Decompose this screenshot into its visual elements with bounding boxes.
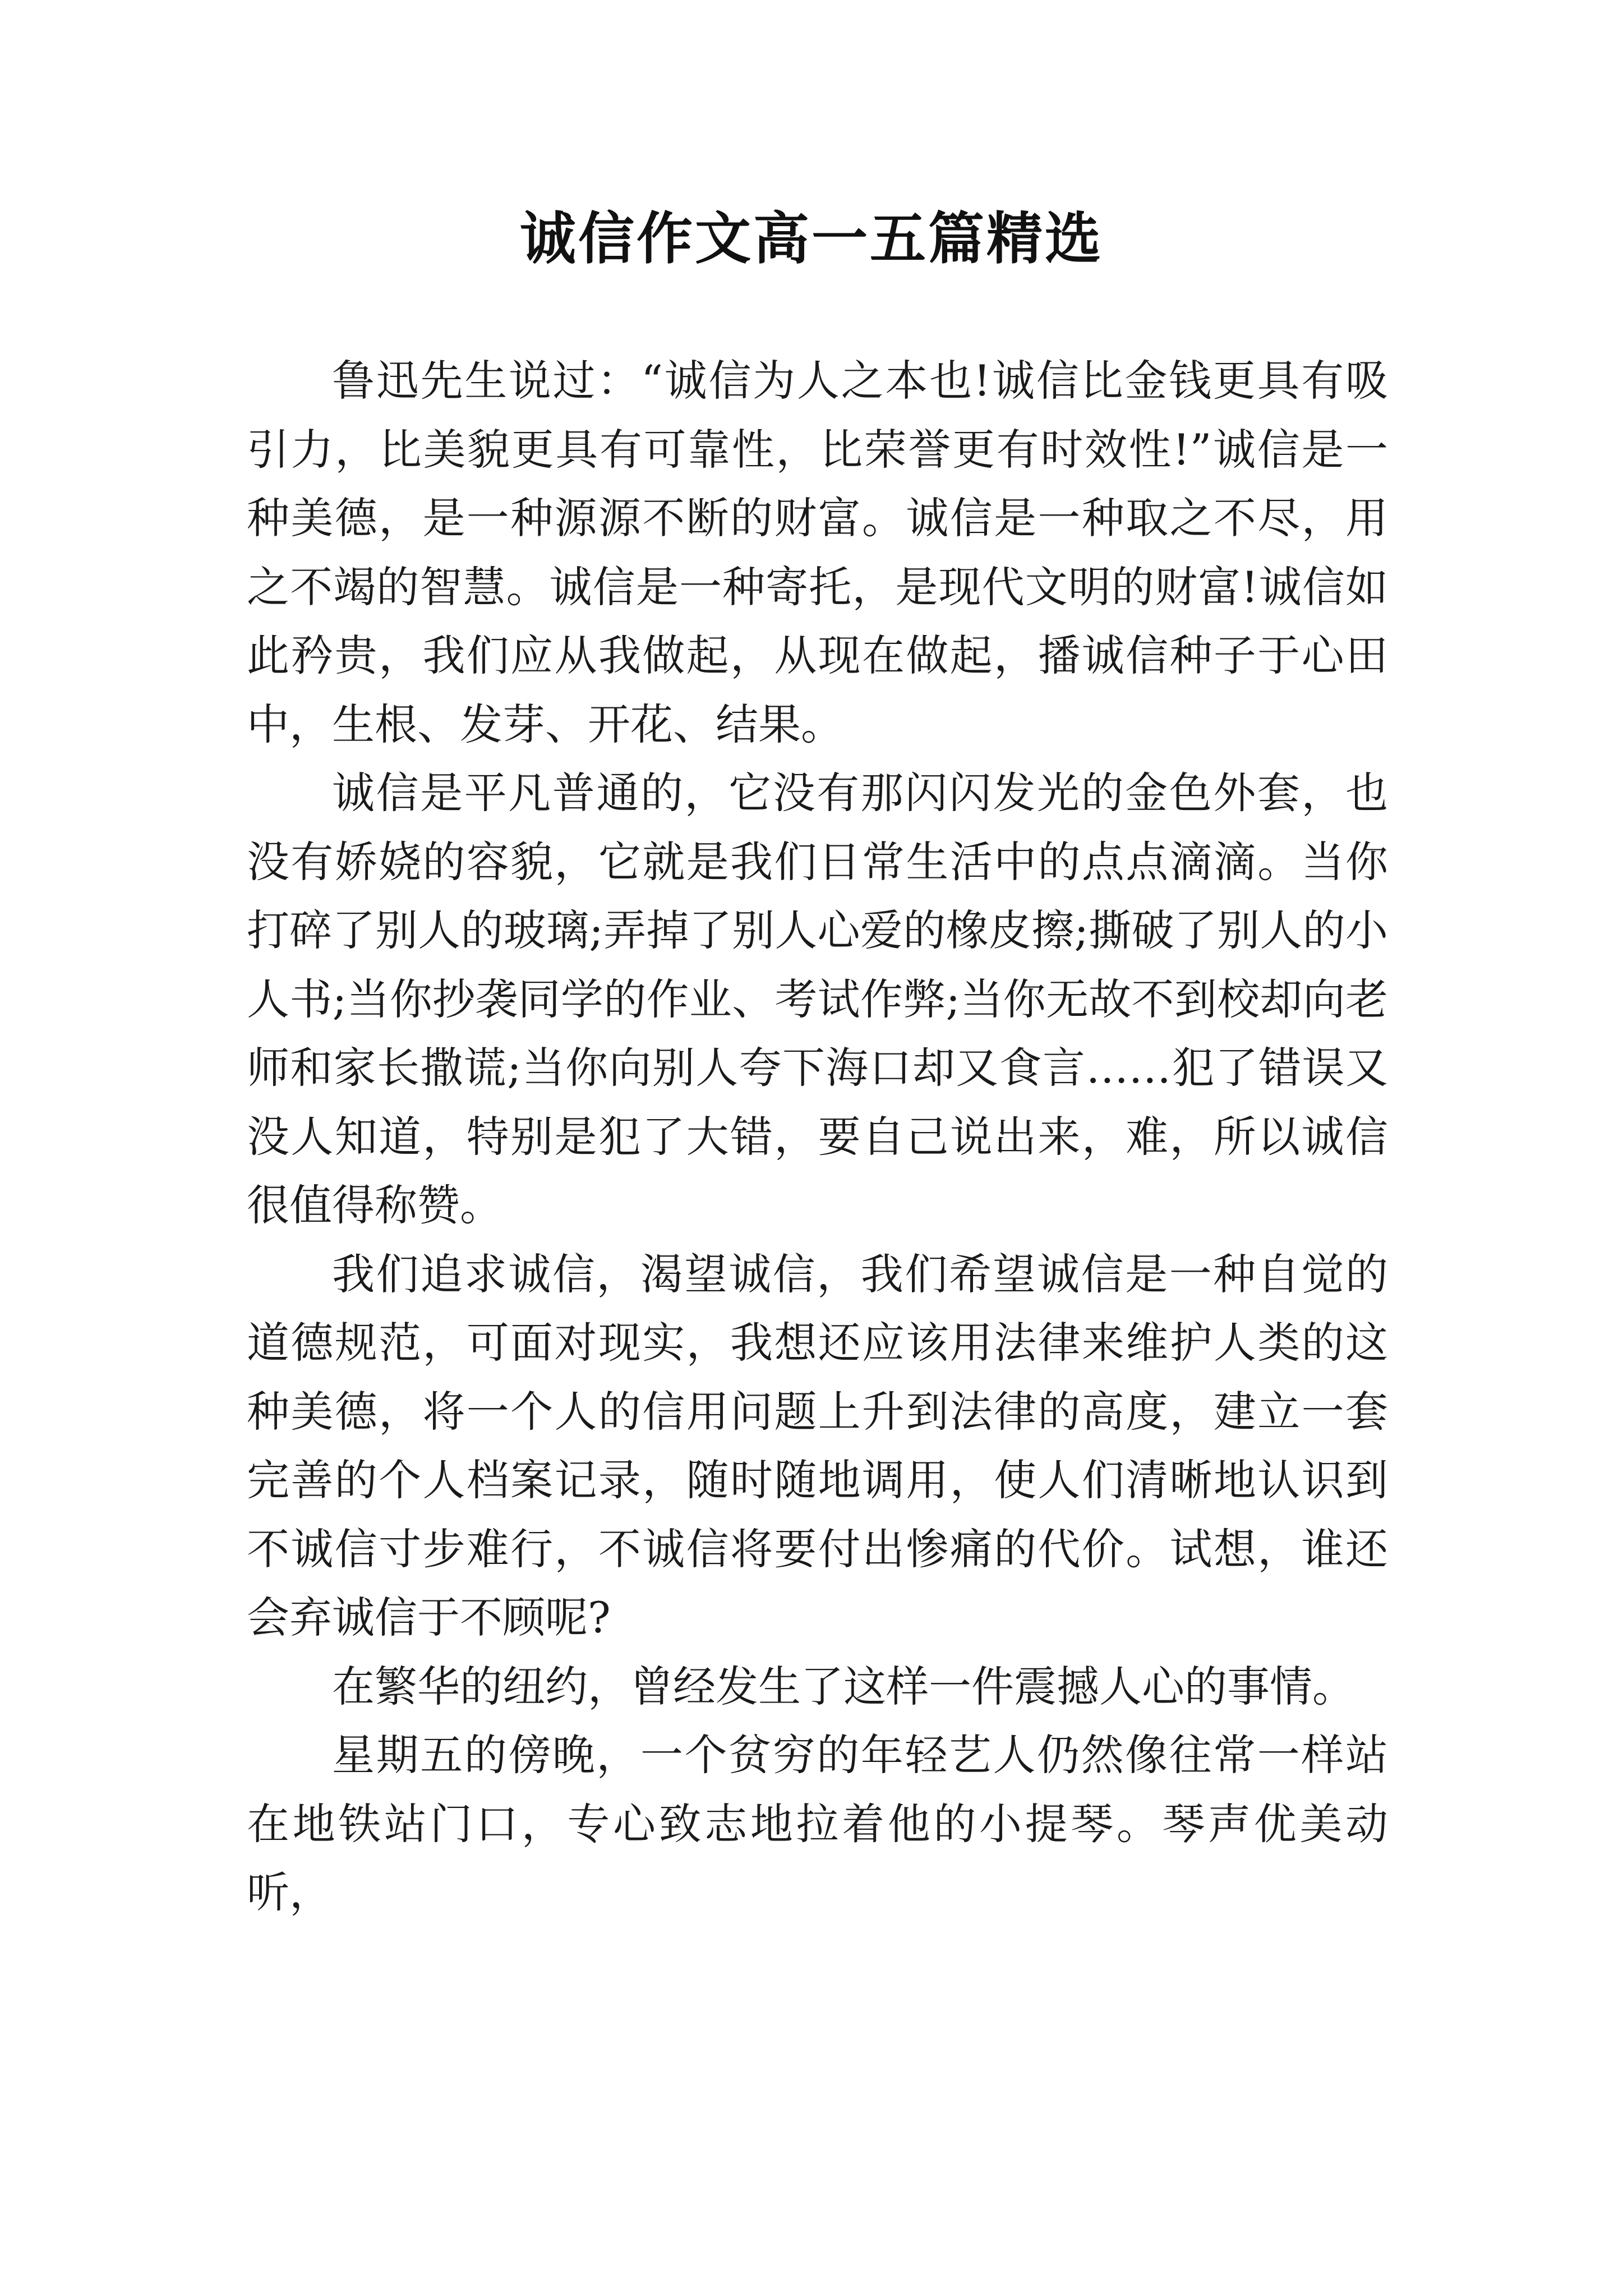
paragraph: 星期五的傍晚，一个贫穷的年轻艺人仍然像往常一样站在地铁站门口，专心致志地拉着他的小提琴。琴声优美动听，: [247, 1730, 1388, 1917]
paragraph: 我们追求诚信，渴望诚信，我们希望诚信是一种自觉的道德规范，可面对现实，我想还应该用法律来维护人类的这种美德，将一个人的信用问题上升到法律的高度，建立一套完善的个人档案记录，随时随地调用，使人们清晰地认识到不诚信寸步难行，不诚信将要付出惨痛的代价。试想，谁还会弃诚信于不顾呢?: [247, 1249, 1388, 1642]
document-body: [247, 347, 1388, 1927]
paragraph: 在繁华的纽约，曾经发生了这样一件震撼人心的事情。: [332, 1661, 1355, 1711]
document-title: 诚信作文高一五篇精选: [520, 205, 1103, 272]
paragraph: 诚信是平凡普通的，它没有那闪闪发光的金色外套，也没有娇娆的容貌，它就是我们日常生活中的点点滴滴。当你打碎了别人的玻璃;弄掉了别人心爱的橡皮擦;撕破了别人的小人书;当你抄袭同学的作业、考试作弊;当你无故不到校却向老师和家长撒谎;当你向别人夸下海口却又食言……犯了错误又没人知道，特别是犯了大错，要自己说出来，难，所以诚信很值得称赞。: [247, 768, 1388, 1230]
paragraph: 鲁迅先生说过：“诚信为人之本也!诚信比金钱更具有吸引力，比美貌更具有可靠性，比荣誉更有时效性!”诚信是一种美德，是一种源源不断的财富。诚信是一种取之不尽，用之不竭的智慧。诚信是一种寄托，是现代文明的财富!诚信如此矜贵，我们应从我做起，从现在做起，播诚信种子于心田中，生根、发芽、开花、结果。: [247, 356, 1388, 749]
